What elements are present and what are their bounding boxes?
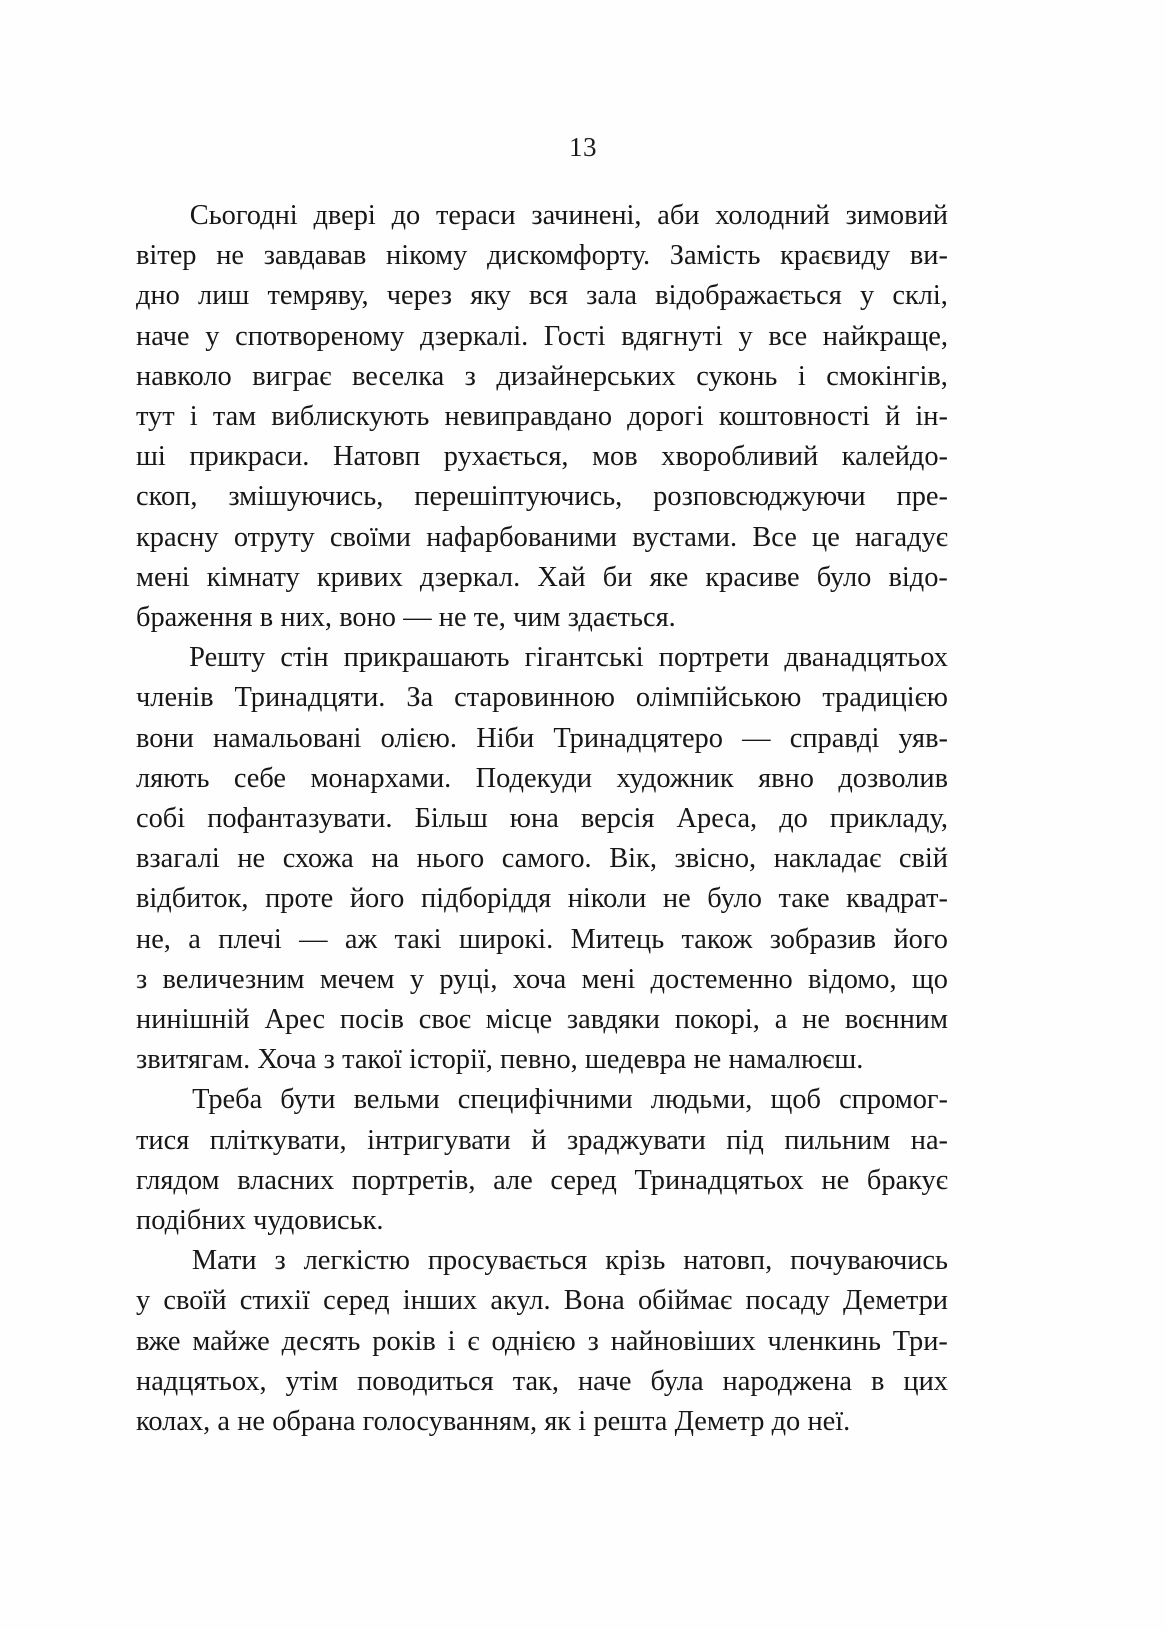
word: Тринадцяти. — [234, 682, 386, 714]
paragraph-2 — [136, 638, 948, 1080]
word: у — [136, 1285, 151, 1317]
word: явно — [758, 762, 814, 794]
word: Арес — [264, 1004, 326, 1036]
text-line — [136, 397, 948, 437]
word: зала — [586, 280, 637, 312]
word: власних — [237, 1164, 335, 1196]
paragraph-4 — [136, 1241, 948, 1442]
word: мені — [136, 561, 190, 593]
word: квадрат- — [846, 883, 948, 915]
text-line — [136, 1322, 948, 1362]
word: майже — [192, 1325, 270, 1357]
word: просувається — [427, 1245, 588, 1277]
word: рухається, — [443, 441, 569, 473]
word: хоча — [512, 963, 567, 995]
word: коштовності — [718, 401, 870, 433]
word: вони — [136, 722, 194, 754]
word: проте — [265, 883, 334, 915]
word: не — [802, 1004, 830, 1036]
text-line — [136, 1080, 948, 1120]
word: краєвиду — [780, 240, 891, 272]
word: і — [189, 401, 198, 433]
text-line — [136, 437, 948, 477]
text-line: колах, а не обрана голосуванням, як і решта Деметр до неї. — [136, 1406, 851, 1438]
word: дзеркал. — [419, 561, 521, 593]
word: однією — [491, 1325, 576, 1357]
word: дно — [136, 280, 180, 312]
word: глядом — [136, 1164, 220, 1196]
word: смокінгів, — [826, 360, 948, 392]
word: олією. — [380, 722, 457, 754]
word: величезним — [162, 963, 305, 995]
word: звісно, — [674, 843, 757, 875]
text-line — [136, 839, 948, 879]
word: холодний — [715, 200, 830, 231]
word: на — [371, 843, 400, 875]
word: тераси — [436, 200, 516, 231]
word: у — [738, 320, 753, 352]
word: двері — [313, 200, 376, 231]
word: Натовп — [332, 441, 421, 473]
word: дзеркалі. — [420, 320, 529, 352]
word: там — [212, 401, 257, 433]
word: уяв- — [898, 722, 948, 754]
word: десять — [281, 1325, 361, 1357]
word: специфічними — [457, 1084, 633, 1116]
word: вже — [136, 1325, 181, 1357]
text-line — [136, 1000, 948, 1040]
word: Гості — [543, 320, 606, 352]
word: яку — [470, 280, 511, 312]
word: лиш — [198, 280, 250, 312]
word: серед — [550, 1164, 617, 1196]
word: легкістю — [303, 1245, 410, 1277]
text-line — [136, 719, 948, 759]
word: ляють — [136, 762, 210, 794]
word: широкі. — [458, 923, 554, 955]
word: намальовані — [212, 722, 362, 754]
word: вдягнуті — [621, 320, 723, 352]
word: взагалі — [136, 843, 220, 875]
word: За — [406, 682, 434, 714]
word: нагадує — [855, 521, 948, 553]
word: інших — [402, 1285, 478, 1317]
word: членів — [136, 682, 214, 714]
word: невиправдано — [444, 401, 613, 433]
word: у — [205, 320, 220, 352]
word: отруту — [233, 521, 315, 553]
text-line — [136, 799, 948, 839]
word: ші — [136, 441, 166, 473]
text-line: звитягам. Хоча з такої історії, певно, шедевра не намалюєш. — [136, 1044, 864, 1076]
paragraph-indent — [136, 1241, 174, 1281]
word: людьми, — [650, 1084, 753, 1116]
word: Решту — [189, 642, 266, 674]
word: дизайнерських — [496, 360, 676, 392]
word: Хай — [537, 561, 586, 593]
word: Вік, — [609, 843, 657, 875]
word: воєнним — [844, 1004, 948, 1036]
text-line — [136, 678, 948, 718]
text-line — [136, 236, 948, 276]
word: народжена — [722, 1365, 852, 1397]
word: не — [237, 843, 266, 875]
word: плечі — [218, 923, 282, 955]
word: зимовий — [845, 200, 948, 231]
word: накладає — [773, 843, 882, 875]
word: надцятьох, — [136, 1365, 267, 1397]
word: перешіптуючись, — [414, 481, 623, 513]
word: з — [587, 1325, 599, 1357]
word: членкинь — [767, 1325, 881, 1357]
word: Ніби — [476, 722, 535, 754]
word: тися — [136, 1124, 190, 1156]
text-line — [136, 518, 948, 558]
word: Тринадцятеро — [553, 722, 723, 754]
word: вся — [529, 280, 568, 312]
word: ви- — [909, 240, 948, 272]
word: справді — [789, 722, 880, 754]
paragraph-indent — [136, 196, 174, 236]
word: дорогі — [627, 401, 704, 433]
word: не, — [136, 923, 171, 955]
word: нафарбованими — [426, 521, 617, 553]
word: ін- — [915, 401, 948, 433]
word: але — [493, 1164, 533, 1196]
word: Три- — [892, 1325, 948, 1357]
word: було — [816, 561, 872, 593]
word: мечем — [319, 963, 395, 995]
word: спромог- — [839, 1084, 948, 1116]
word: суконь — [696, 360, 778, 392]
word: років — [372, 1325, 436, 1357]
word: є — [467, 1325, 480, 1357]
word: скоп, — [136, 481, 198, 513]
word: склі, — [892, 280, 948, 312]
word: і — [797, 360, 806, 392]
word: з — [464, 360, 476, 392]
word: нього — [416, 843, 485, 875]
word: гігантські — [524, 642, 644, 674]
word: поводиться — [357, 1365, 494, 1397]
word: на- — [910, 1124, 948, 1156]
page-number: 13 — [569, 132, 597, 162]
word: бракує — [866, 1164, 948, 1196]
word: не — [821, 1164, 850, 1196]
word: Вона — [563, 1285, 625, 1317]
word: портрети — [658, 642, 770, 674]
word: акул. — [490, 1285, 551, 1317]
word: аби — [657, 200, 700, 231]
word: відбиток, — [136, 883, 249, 915]
word: через — [386, 280, 453, 312]
word: що — [911, 963, 948, 995]
word: Тринадцятьох — [634, 1164, 804, 1196]
word: яке — [649, 561, 689, 593]
word: зраджувати — [567, 1124, 706, 1156]
text-line — [136, 1121, 948, 1161]
word: Більш — [414, 803, 488, 835]
word: калейдо- — [841, 441, 948, 473]
word: під — [726, 1124, 764, 1156]
word: спотвореному — [235, 320, 405, 352]
word: крізь — [605, 1245, 666, 1277]
word: прикладу, — [829, 803, 948, 835]
word: олімпійською — [635, 682, 802, 714]
word: веселка — [351, 360, 445, 392]
word: відо- — [888, 561, 948, 593]
word: до — [779, 803, 808, 835]
word: руці, — [439, 963, 498, 995]
word: пліткувати, — [209, 1124, 347, 1156]
word: це — [812, 521, 840, 553]
word: покорі, — [674, 1004, 760, 1036]
word: цих — [903, 1365, 948, 1397]
word: таке — [778, 883, 830, 915]
word: серед — [323, 1285, 390, 1317]
text-line — [136, 1241, 948, 1281]
word: його — [893, 923, 948, 955]
word: й — [531, 1124, 547, 1156]
paragraph-indent — [136, 638, 174, 678]
word: наче — [136, 320, 190, 352]
body-text-block — [136, 196, 948, 1442]
word: вустами. — [632, 521, 738, 553]
word: Митець — [570, 923, 665, 955]
word: красиве — [705, 561, 800, 593]
word: виграє — [252, 360, 332, 392]
word: Сьогодні — [189, 200, 298, 231]
word: завдяки — [566, 1004, 660, 1036]
word: схожа — [282, 843, 354, 875]
paragraph-1 — [136, 196, 948, 638]
word: мені — [581, 963, 636, 995]
word: і — [447, 1325, 456, 1357]
word: традицією — [822, 682, 948, 714]
word: Ареса, — [676, 803, 758, 835]
word: прикраси. — [189, 441, 310, 473]
word: красну — [136, 521, 219, 553]
word: ніколи — [567, 883, 647, 915]
word: наче — [577, 1365, 632, 1397]
word: кімнату — [206, 561, 300, 593]
word: кривих — [316, 561, 403, 593]
word: зачинені, — [531, 200, 642, 231]
word: було — [707, 883, 762, 915]
word: обіймає — [637, 1285, 733, 1317]
word: до — [391, 200, 421, 231]
word: розповсюджуючи — [653, 481, 866, 513]
word: дискомфорту. — [486, 240, 651, 272]
text-line — [136, 1281, 948, 1321]
text-line — [136, 558, 948, 598]
word: з — [274, 1245, 286, 1277]
word: хворобливий — [661, 441, 819, 473]
word: натовп, — [683, 1245, 773, 1277]
word: би — [602, 561, 633, 593]
word: відомо, — [807, 963, 897, 995]
word: — — [299, 923, 328, 955]
word: й — [885, 401, 901, 433]
text-line — [136, 638, 948, 678]
word: тут — [136, 401, 175, 433]
word: Замість — [669, 240, 761, 272]
word: художник — [616, 762, 734, 794]
word: такі — [394, 923, 442, 955]
word: Треба — [192, 1084, 263, 1116]
word: не — [662, 883, 691, 915]
text-line: браження в них, воно — не те, чим здається. — [136, 602, 676, 634]
word: пофантазувати. — [207, 803, 393, 835]
text-line — [136, 477, 948, 517]
word: вельми — [353, 1084, 440, 1116]
text-line — [136, 357, 948, 397]
text-line — [136, 879, 948, 919]
word: монархами. — [310, 762, 452, 794]
word: стихії — [239, 1285, 310, 1317]
word: відображається — [655, 280, 842, 312]
word: дванадцятьох — [784, 642, 948, 674]
word: почуваючись — [790, 1245, 948, 1277]
word: пре- — [896, 481, 948, 513]
word: інтригувати — [367, 1124, 511, 1156]
text-line — [136, 920, 948, 960]
word: так, — [512, 1365, 559, 1397]
word: собі — [136, 803, 186, 835]
word: нікому — [386, 240, 468, 272]
text-line — [136, 317, 948, 357]
word: себе — [233, 762, 287, 794]
word: Деметри — [842, 1285, 948, 1317]
word: старовинною — [454, 682, 615, 714]
word: версія — [580, 803, 655, 835]
word: достеменно — [650, 963, 793, 995]
word: утім — [285, 1365, 339, 1397]
text-line — [136, 196, 948, 236]
word: виблискують — [271, 401, 430, 433]
word: також — [681, 923, 753, 955]
word: Все — [752, 521, 797, 553]
word: з — [136, 963, 148, 995]
word: його — [349, 883, 405, 915]
word: зобразив — [769, 923, 877, 955]
word: а — [188, 923, 201, 955]
word: своє — [418, 1004, 471, 1036]
text-line — [136, 1161, 948, 1201]
word: дозволив — [838, 762, 948, 794]
word: своїми — [329, 521, 411, 553]
word: юна — [509, 803, 559, 835]
paragraph-3 — [136, 1080, 948, 1241]
word: свій — [898, 843, 948, 875]
word: прикрашають — [343, 642, 510, 674]
word: була — [650, 1365, 704, 1397]
word: найновіших — [610, 1325, 756, 1357]
text-line: подібних чудовиськ. — [136, 1205, 384, 1237]
word: аж — [344, 923, 378, 955]
word: пильним — [784, 1124, 891, 1156]
word: у — [409, 963, 425, 995]
word: Подекуди — [475, 762, 593, 794]
word: Мати — [191, 1245, 257, 1277]
text-line — [136, 276, 948, 316]
word: темряву, — [267, 280, 369, 312]
word: самого. — [501, 843, 592, 875]
word: мов — [592, 441, 638, 473]
word: щоб — [770, 1084, 821, 1116]
word: а — [774, 1004, 788, 1036]
word: бути — [280, 1084, 336, 1116]
word: підборіддя — [420, 883, 552, 915]
word: стін — [280, 642, 329, 674]
word: вітер — [136, 240, 197, 272]
word: нинішній — [136, 1004, 250, 1036]
word: не — [216, 240, 244, 272]
word: своїй — [163, 1285, 227, 1317]
text-line — [136, 1362, 948, 1402]
word: в — [870, 1365, 885, 1397]
word: посів — [339, 1004, 404, 1036]
text-line — [136, 960, 948, 1000]
text-line — [136, 759, 948, 799]
word: портретів, — [351, 1164, 476, 1196]
word: все — [768, 320, 808, 352]
word: змішуючись, — [228, 481, 384, 513]
word: — — [742, 722, 771, 754]
word: місце — [485, 1004, 553, 1036]
word: посаду — [745, 1285, 830, 1317]
paragraph-indent — [136, 1080, 174, 1120]
word: у — [859, 280, 875, 312]
word: навколо — [136, 360, 232, 392]
word: найкраще, — [822, 320, 948, 352]
word: завдавав — [263, 240, 367, 272]
